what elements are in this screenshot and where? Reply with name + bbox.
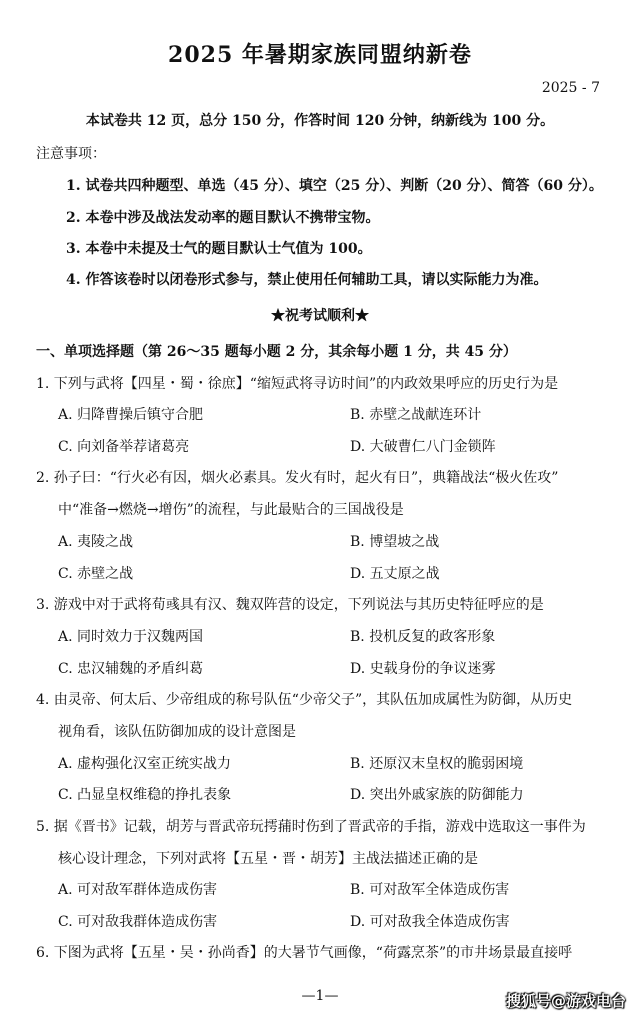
question-4-option-c: C. 凸显皇权维稳的挣扎表象 <box>58 787 232 803</box>
question-2-option-c: C. 赤壁之战 <box>58 566 134 582</box>
question-3-option-b: B. 投机反复的政客形象 <box>350 629 496 645</box>
question-4-option-a: A. 虚构强化汉室正统实战力 <box>58 756 232 772</box>
note-item: 4. 作答该卷时以闭卷形式参与，禁止使用任何辅助工具，请以实际能力为准。 <box>66 272 548 288</box>
page-title: 2025 年暑期家族同盟纳新卷 <box>168 42 472 68</box>
good-luck-banner: ★祝考试顺利★ <box>271 308 369 324</box>
notes-heading: 注意事项： <box>36 146 106 162</box>
question-5-option-d: D. 可对敌我全体造成伤害 <box>350 914 510 930</box>
note-item: 1. 试卷共四种题型、单选（45 分）、填空（25 分）、判断（20 分）、简答（60 分）。 <box>66 178 603 194</box>
page-number: —1— <box>301 988 339 1004</box>
question-1-option-c: C. 向刘备举荐诸葛亮 <box>58 439 190 455</box>
watermark: 搜狐号@游戏电台 <box>505 992 626 1010</box>
question-1-option-d: D. 大破曹仁八门金锁阵 <box>350 439 496 455</box>
exam-date: 2025 - 7 <box>541 80 600 96</box>
note-item: 2. 本卷中涉及战法发动率的题目默认不携带宝物。 <box>66 210 380 226</box>
question-2-option-a: A. 夷陵之战 <box>58 534 134 550</box>
question-1-option-a: A. 归降曹操后镇守合肥 <box>58 407 204 423</box>
section-heading: 一、单项选择题（第 26～35 题每小题 2 分，其余每小题 1 分，共 45 分） <box>36 344 517 360</box>
question-5-option-a: A. 可对敌军群体造成伤害 <box>58 882 218 898</box>
question-3-option-c: C. 忠汉辅魏的矛盾纠葛 <box>58 661 204 677</box>
question-5-option-b: B. 可对敌军全体造成伤害 <box>350 882 510 898</box>
question-3-option-d: D. 史载身份的争议迷雾 <box>350 661 496 677</box>
question-6-stem: 6. 下图为武将【五星・吴・孙尚香】的大暑节气画像，“荷露烹茶”的市井场景最直接呼 <box>36 945 573 961</box>
question-5-stem-cont: 核心设计理念，下列对武将【五星・晋・胡芳】主战法描述正确的是 <box>58 851 478 867</box>
question-3-stem: 3. 游戏中对于武将荀彧具有汉、魏双阵营的设定，下列说法与其历史特征呼应的是 <box>36 597 544 613</box>
question-3-option-a: A. 同时效力于汉魏两国 <box>58 629 204 645</box>
question-4-stem-cont: 视角看，该队伍防御加成的设计意图是 <box>58 724 296 740</box>
question-1-option-b: B. 赤壁之战献连环计 <box>350 407 482 423</box>
question-5-option-c: C. 可对敌我群体造成伤害 <box>58 914 218 930</box>
question-4-option-d: D. 突出外戚家族的防御能力 <box>350 787 524 803</box>
question-2-option-d: D. 五丈原之战 <box>350 566 440 582</box>
question-4-option-b: B. 还原汉末皇权的脆弱困境 <box>350 756 524 772</box>
exam-summary: 本试卷共 12 页，总分 150 分，作答时间 120 分钟，纳新线为 100 分。 <box>85 113 555 129</box>
note-item: 3. 本卷中未提及士气的题目默认士气值为 100。 <box>66 241 372 257</box>
question-2-stem-cont: 中“准备→燃烧→增伤”的流程，与此最贴合的三国战役是 <box>58 502 404 518</box>
question-1-stem: 1. 下列与武将【四星・蜀・徐庶】“缩短武将寻访时间”的内政效果呼应的历史行为是 <box>36 376 559 392</box>
question-2-stem: 2. 孙子曰：“行火必有因，烟火必素具。发火有时，起火有日”，典籍战法“极火佐攻” <box>36 470 559 486</box>
question-2-option-b: B. 博望坡之战 <box>350 534 440 550</box>
question-4-stem: 4. 由灵帝、何太后、少帝组成的称号队伍“少帝父子”，其队伍加成属性为防御，从历史 <box>36 692 573 708</box>
question-5-stem: 5. 据《晋书》记载，胡芳与晋武帝玩摴蒱时伤到了晋武帝的手指，游戏中选取这一事件为 <box>36 819 586 835</box>
